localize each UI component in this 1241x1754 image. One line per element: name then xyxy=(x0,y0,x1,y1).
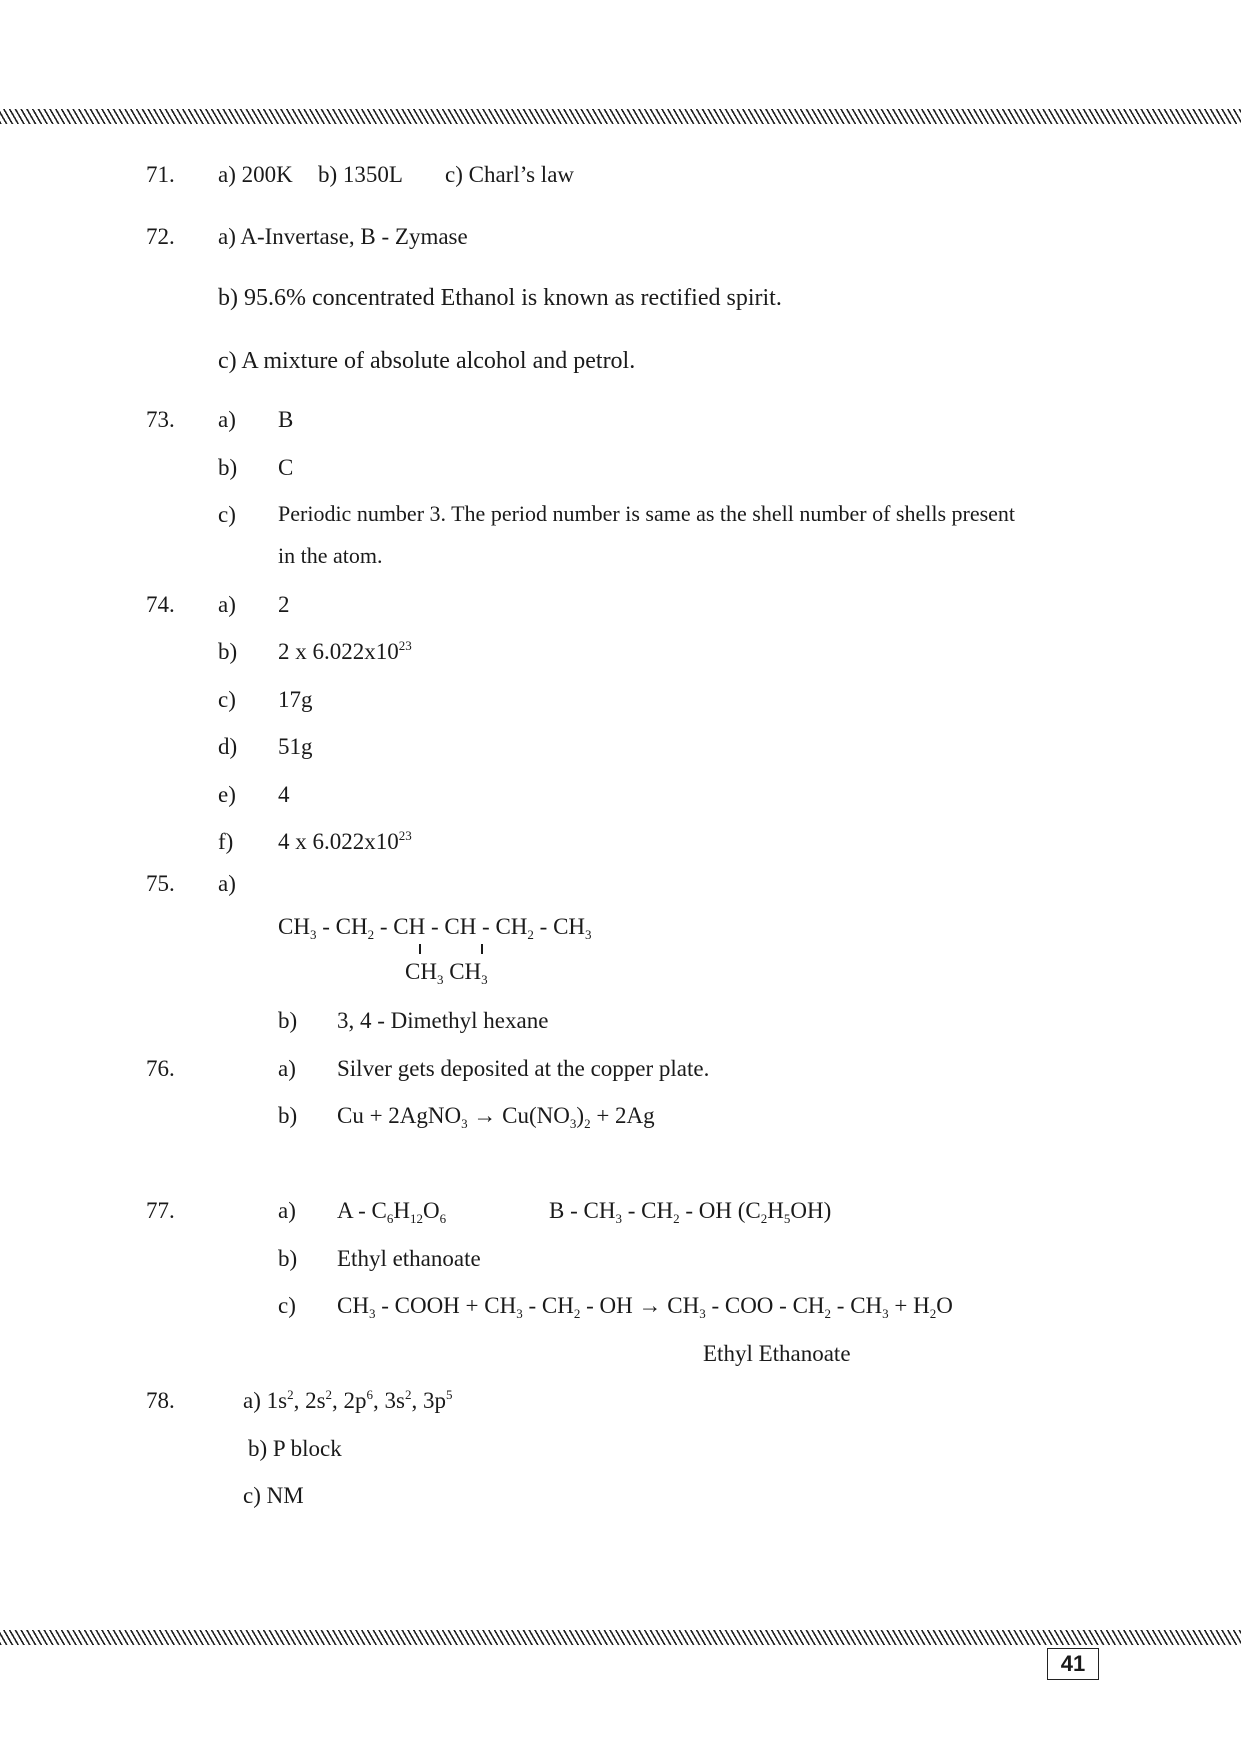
q71-number: 71. xyxy=(146,162,175,187)
q75-structure-chain: $CH_3 - CH_2$ - CH - CH - $CH_2 - CH_3$ xyxy=(278,914,592,942)
q76-label-b: b) xyxy=(278,1103,298,1128)
q75-label-b: b) xyxy=(278,1008,298,1033)
q71-answer-b: b) 1350L xyxy=(318,162,403,187)
q73-answer-b: C xyxy=(278,455,294,480)
q73-label-c: c) xyxy=(218,502,236,527)
q74-answer-d: 51g xyxy=(278,734,313,759)
q73-answer-c-line1: Periodic number 3. The period number is same as the shell number of shells present xyxy=(278,501,1016,526)
q74-number: 74. xyxy=(146,592,175,617)
q75-bond-1 xyxy=(419,944,421,954)
q75-bond-2 xyxy=(481,944,483,954)
q77-number: 77. xyxy=(146,1198,175,1223)
q73-answer-c-line2: in the atom. xyxy=(278,543,383,568)
q74-answer-b: 2 x $6.022x10^{23}$ xyxy=(278,638,412,664)
q72-answer-c: c) A mixture of absolute alcohol and petrol. xyxy=(218,348,636,374)
top-hatch-border xyxy=(0,109,1241,124)
q77-product-name: Ethyl Ethanoate xyxy=(703,1341,851,1366)
bottom-hatch-border xyxy=(0,1630,1241,1645)
q77-answer-a-formula-A: A - $C_6H_{12}O_6$ xyxy=(337,1198,447,1226)
q76-answer-a: Silver gets deposited at the copper plate. xyxy=(337,1056,710,1081)
q77-label-c: c) xyxy=(278,1293,296,1318)
q74-answer-f: 4 x $6.022x10^{23}$ xyxy=(278,828,412,854)
q77-answer-a-formula-B: B - $CH_3 - CH_2$ - OH $(C_2H_5OH)$ xyxy=(549,1198,832,1226)
q75-number: 75. xyxy=(146,871,175,896)
q77-label-b: b) xyxy=(278,1246,298,1271)
q72-answer-b: b) 95.6% concentrated Ethanol is known as rectified spirit. xyxy=(218,285,782,311)
q76-label-a: a) xyxy=(278,1056,296,1081)
q71-answer-a: a) 200K xyxy=(218,162,293,187)
q75-structure-branches: $CH_3$ $CH_3$ xyxy=(405,959,488,987)
q76-equation-b: Cu + 2AgNO$_3$ → $Cu(NO_3)_2 + 2Ag$ xyxy=(337,1103,655,1131)
q74-answer-e: 4 xyxy=(278,782,290,807)
q71-answer-c: c) Charl’s law xyxy=(445,162,575,187)
q75-label-a: a) xyxy=(218,871,236,896)
q74-label-d: d) xyxy=(218,734,238,759)
q75-answer-b: 3, 4 - Dimethyl hexane xyxy=(337,1008,549,1033)
page-number: 41 xyxy=(1047,1648,1099,1680)
q76-number: 76. xyxy=(146,1056,175,1081)
q78-answer-c: c) NM xyxy=(243,1483,304,1508)
q73-answer-a: B xyxy=(278,407,294,432)
q74-answer-a: 2 xyxy=(278,592,290,617)
q72-answer-a: a) A-Invertase, B - Zymase xyxy=(218,224,468,249)
q74-label-e: e) xyxy=(218,782,236,807)
q74-label-f: f) xyxy=(218,829,234,854)
q73-label-b: b) xyxy=(218,455,238,480)
q78-answer-a: a) $1s^2$, $2s^2$, $2p^6$, $3s^2$, $3p^5$ xyxy=(243,1387,453,1413)
q77-label-a: a) xyxy=(278,1198,296,1223)
q74-label-a: a) xyxy=(218,592,236,617)
q73-number: 73. xyxy=(146,407,175,432)
q73-label-a: a) xyxy=(218,407,236,432)
q78-answer-b: b) P block xyxy=(248,1436,342,1461)
q74-answer-c: 17g xyxy=(278,687,313,712)
q77-answer-b: Ethyl ethanoate xyxy=(337,1246,481,1271)
q78-number: 78. xyxy=(146,1388,175,1413)
q72-number: 72. xyxy=(146,224,175,249)
q74-label-c: c) xyxy=(218,687,236,712)
q77-equation-c: $CH_3$ - COOH + $CH_3 - CH_2$ - OH → $CH_3$ - COO - $CH_2 - CH_3 + H_2O$ xyxy=(337,1293,953,1321)
q74-label-b: b) xyxy=(218,639,238,664)
